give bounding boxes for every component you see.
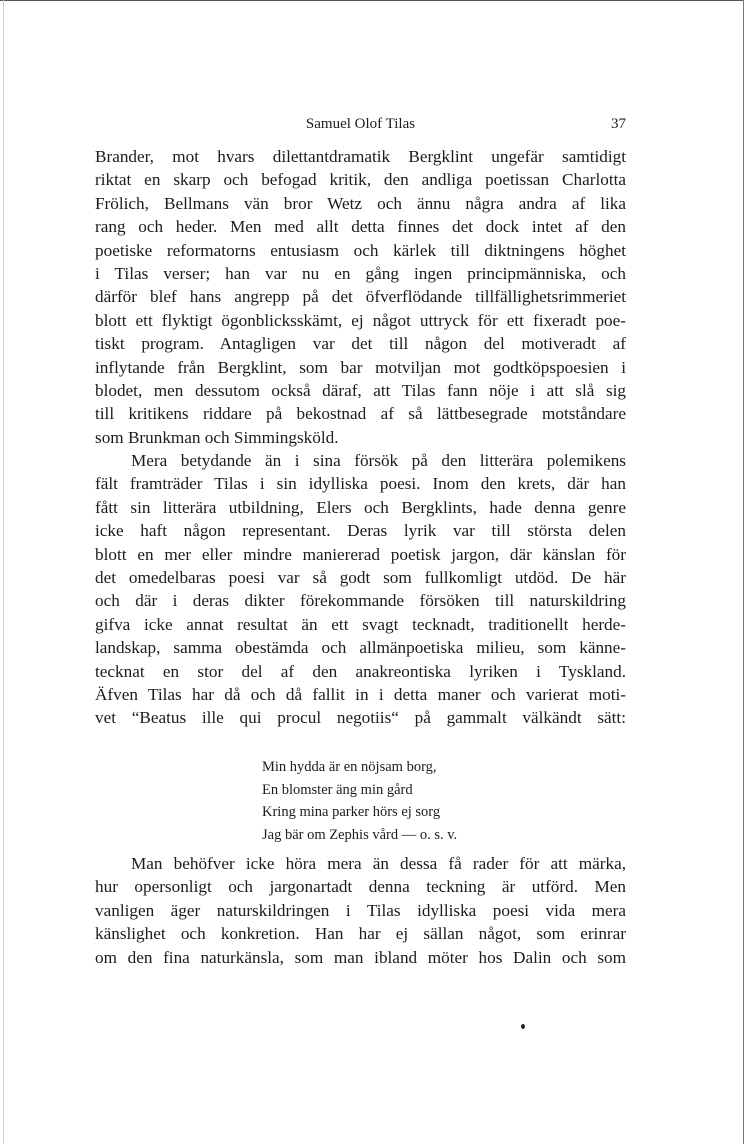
running-head: Samuel Olof Tilas (305, 116, 416, 132)
ink-speck (521, 1024, 525, 1029)
text-line: Mera betydande än i sina försök på den litterära polemikens (131, 451, 626, 471)
text-line: poetiske reformatorns entusiasm och kärlek till diktningens höghet (95, 240, 626, 260)
text-line: blott ett flyktigt ögonblicksskämt, ej något uttryck för ett fixeradt poe- (95, 310, 626, 330)
text-line: tecknat en stor del af den anakreontiska lyriken i Tyskland. (95, 661, 626, 681)
poem-quote (262, 756, 457, 846)
text-line: vanligen äger naturskildringen i Tilas idylliska poesi vida mera (95, 900, 626, 920)
text-line: vet “Beatus ille qui procul negotiis“ på gammalt välkändt sätt: (95, 708, 626, 728)
text-line: känslighet och konkretion. Han har ej sällan något, som erinrar (95, 924, 626, 944)
text-line: fått sin litterära utbildning, Elers och Bergklints, hade denna genre (95, 497, 626, 517)
text-line: i Tilas verser; han var nu en gång ingen principmänniska, och (95, 263, 626, 283)
poem-line: En blomster äng min gård (262, 781, 413, 798)
text-line: det omedelbaras poesi var så godt som fullkomligt utdöd. De här (95, 568, 626, 588)
page-top-edge (0, 0, 744, 1)
paragraph-2 (95, 449, 626, 730)
text-line: fält framträder Tilas i sin idylliska poesi. Inom den krets, där han (95, 474, 626, 494)
text-line: därför blef hans angrepp på det öfverflödande tillfällighetsrimmeriet (95, 287, 626, 307)
text-line: inflytande från Bergklint, som bar motviljan mot godtköpspoesien i (95, 357, 626, 377)
text-line: blott en mer eller mindre maniererad poetisk jargon, där känslan för (95, 544, 626, 564)
paragraph-3 (95, 852, 626, 969)
main-text (95, 145, 626, 730)
text-line: landskap, samma obestämda och allmänpoetiska milieu, som känne- (95, 638, 626, 658)
poem-line: Kring mina parker hörs ej sorg (262, 804, 441, 820)
text-line: Frölich, Bellmans vän bror Wetz och ännu några andra af lika (95, 193, 626, 213)
page-number: 37 (611, 116, 626, 132)
paragraph-1 (95, 145, 626, 449)
text-line: tiskt program. Antagligen var det till någon del motiveradt af (95, 334, 626, 354)
text-line: blodet, men dessutom också däraf, att Tilas fann nöje i att slå sig (95, 380, 626, 400)
text-line: rang och heder. Men med allt detta finnes det dock intet af den (95, 217, 626, 237)
text-line: till kritikens riddare på bekostnad af så lättbesegrade motståndare (95, 404, 626, 424)
page-left-edge (3, 0, 4, 1144)
text-line: icke haft någon representant. Deras lyrik var till största delen (95, 521, 626, 541)
text-line: Äfven Tilas har då och då fallit in i detta maner och varierat moti- (95, 684, 626, 704)
text-line: som Brunkman och Simmingsköld. (95, 427, 339, 447)
text-line: Man behöfver icke höra mera än dessa få rader för att märka, (131, 854, 626, 873)
text-line: riktat en skarp och befogad kritik, den andliga poetissan Charlotta (95, 170, 626, 190)
text-line: Brander, mot hvars dilettantdramatik Bergklint ungefär samtidigt (95, 147, 626, 166)
poem-line: Jag bär om Zephis vård — o. s. v. (262, 826, 458, 843)
text-line: och där i deras dikter förekommande försöken till naturskildring (95, 591, 626, 611)
text-line: gifva icke annat resultat än ett svagt tecknadt, traditionellt herde- (95, 614, 626, 634)
text-line: hur opersonligt och jargonartadt denna teckning är utförd. Men (95, 877, 626, 897)
text-line: om den fina naturkänsla, som man ibland möter hos Dalin och som (95, 947, 626, 967)
poem-line: Min hydda är en nöjsam borg, (262, 759, 437, 775)
page-header (95, 116, 626, 136)
